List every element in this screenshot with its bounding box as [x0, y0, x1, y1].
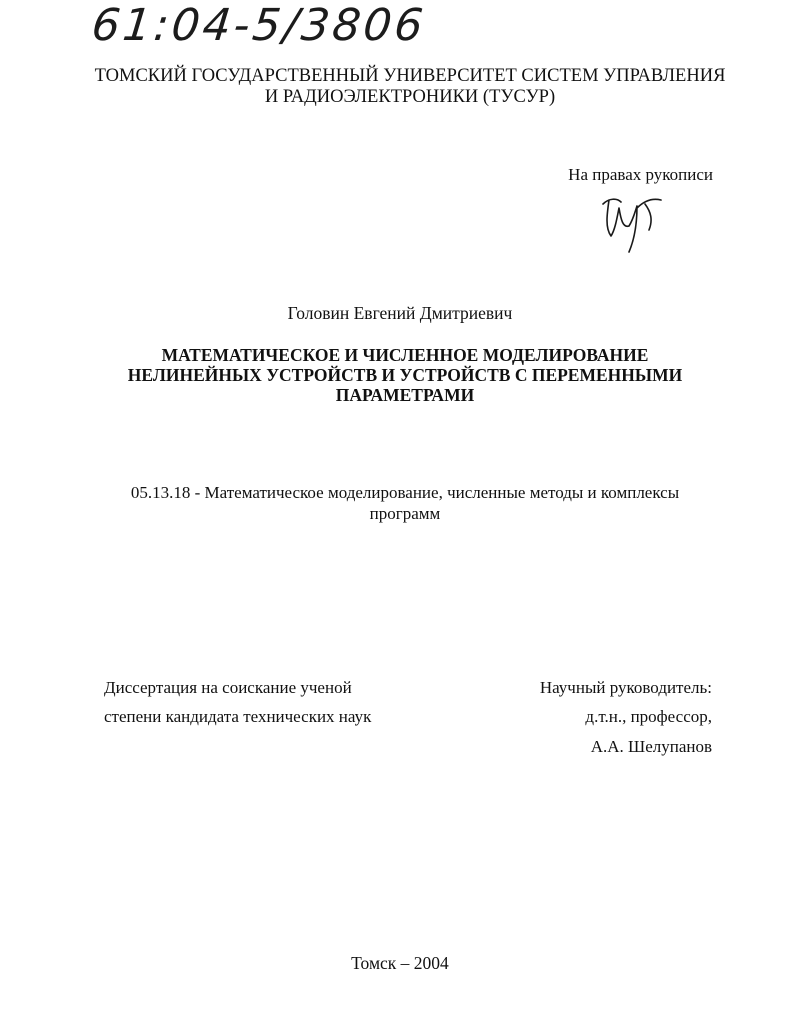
supervisor-label: Научный руководитель: — [539, 678, 712, 697]
handwritten-archive-number: 61:04-5/3806 — [89, 0, 429, 51]
city-year-footer: Томск – 2004 — [351, 953, 449, 973]
manuscript-rights-note: На правах рукописи — [568, 165, 713, 184]
dissertation-title-line-1: МАТЕМАТИЧЕСКОЕ И ЧИСЛЕННОЕ МОДЕЛИРОВАНИЕ — [161, 345, 649, 365]
specialty-line-2: программ — [369, 504, 441, 523]
university-name-line-2: И РАДИОЭЛЕКТРОНИКИ (ТУСУР) — [264, 87, 556, 107]
signature-icon — [595, 190, 675, 256]
supervisor-name: А.А. Шелупанов — [590, 737, 712, 756]
specialty-line-1: 05.13.18 - Математическое моделирование, численные методы и комплексы — [130, 483, 680, 502]
author-name: Головин Евгений Дмитриевич — [287, 303, 513, 323]
degree-line-2: степени кандидата технических наук — [104, 707, 372, 726]
dissertation-title-line-3: ПАРАМЕТРАМИ — [335, 385, 475, 405]
dissertation-title-line-2: НЕЛИНЕЙНЫХ УСТРОЙСТВ И УСТРОЙСТВ С ПЕРЕМЕННЫМИ — [127, 365, 683, 385]
university-name-line-1: ТОМСКИЙ ГОСУДАРСТВЕННЫЙ УНИВЕРСИТЕТ СИСТЕМ УПРАВЛЕНИЯ — [94, 66, 726, 86]
supervisor-credentials: д.т.н., профессор, — [585, 707, 712, 726]
degree-line-1: Диссертация на соискание ученой — [104, 678, 352, 697]
